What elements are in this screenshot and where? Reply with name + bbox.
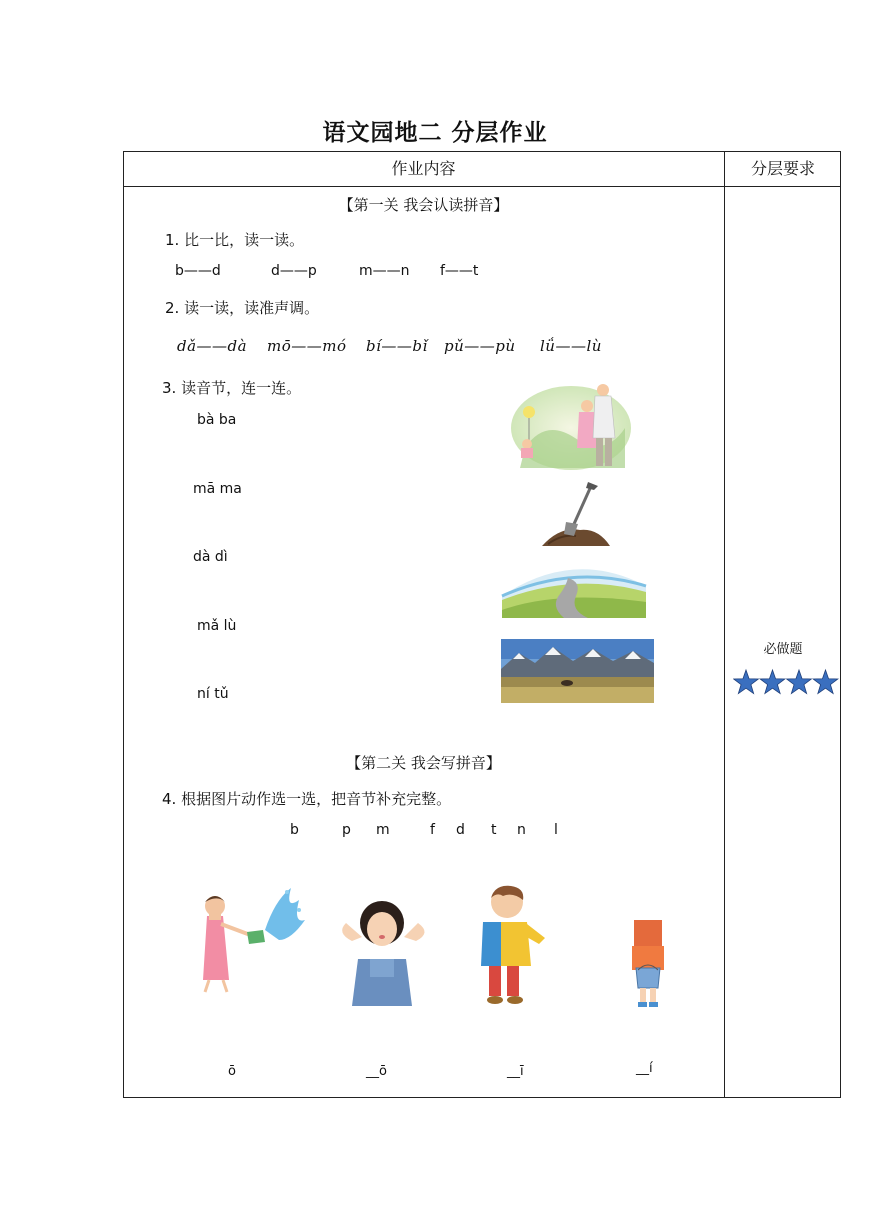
- header-content: 作业内容: [391, 159, 456, 178]
- q1-text: 1. 比一比，读一读。: [165, 231, 305, 249]
- q3-text: 3. 读音节，连一连。: [162, 379, 302, 397]
- q1-pair: d——p: [271, 263, 317, 279]
- q2-pair: lǘ——lù: [540, 337, 602, 355]
- q4-letter: m: [376, 822, 390, 838]
- page-title: 语文园地二 分层作业: [322, 120, 548, 146]
- q2-text: 2. 读一读，读准声调。: [165, 299, 320, 317]
- q1-pair: b——d: [175, 263, 221, 279]
- shovel-soil-picture: [540, 478, 612, 548]
- q2-pair: dǎ——dà: [177, 337, 248, 355]
- star-icon: [813, 670, 838, 694]
- q3-syllable: mǎ lù: [197, 618, 237, 634]
- star-icon: [760, 670, 785, 694]
- requirement-label: 必做题: [763, 642, 803, 657]
- section1-heading: 【第一关 我会认读拼音】: [338, 196, 509, 214]
- girl-hands-on-head-picture: [332, 893, 436, 1008]
- q2-pair: bí——bǐ: [366, 337, 428, 355]
- family-walk-picture: [505, 378, 633, 473]
- q4-letter: d: [456, 822, 465, 838]
- table-column-divider: [724, 151, 725, 1098]
- road-picture: [498, 556, 650, 622]
- q1-pair: f——t: [440, 263, 479, 279]
- q4-letter: t: [491, 822, 497, 838]
- header-requirement: 分层要求: [750, 159, 815, 178]
- grassland-mountain-picture: [501, 639, 654, 703]
- girl-splashing-water-picture: [195, 880, 307, 995]
- q4-letter: l: [554, 822, 558, 838]
- star-icon: [734, 670, 759, 694]
- q4-blank[interactable]: __í: [636, 1061, 653, 1076]
- q2-pair: mō——mó: [267, 337, 347, 355]
- q4-blank[interactable]: __ō: [366, 1064, 387, 1079]
- q3-syllable: ní tǔ: [197, 686, 229, 702]
- q3-syllable: mā ma: [193, 481, 242, 497]
- table-header-divider: [123, 186, 841, 187]
- boy-putting-on-coat-picture: [475, 882, 549, 1008]
- q4-letter: b: [290, 822, 299, 838]
- q4-blank[interactable]: ō: [228, 1064, 236, 1079]
- q3-syllable: dà dì: [193, 549, 228, 565]
- difficulty-stars: [733, 668, 839, 696]
- q3-syllable: bà ba: [197, 412, 237, 428]
- q1-pair: m——n: [359, 263, 410, 279]
- q4-blank[interactable]: __ī: [507, 1064, 524, 1079]
- q2-pair: pǔ——pù: [444, 337, 516, 355]
- q4-letter: p: [342, 822, 351, 838]
- q4-letter: n: [517, 822, 526, 838]
- section2-heading: 【第二关 我会写拼音】: [346, 754, 501, 772]
- star-icon: [787, 670, 812, 694]
- child-holding-bucket-picture: [630, 920, 666, 1008]
- q4-text: 4. 根据图片动作选一选，把音节补充完整。: [162, 790, 452, 808]
- q4-letter: f: [430, 822, 435, 838]
